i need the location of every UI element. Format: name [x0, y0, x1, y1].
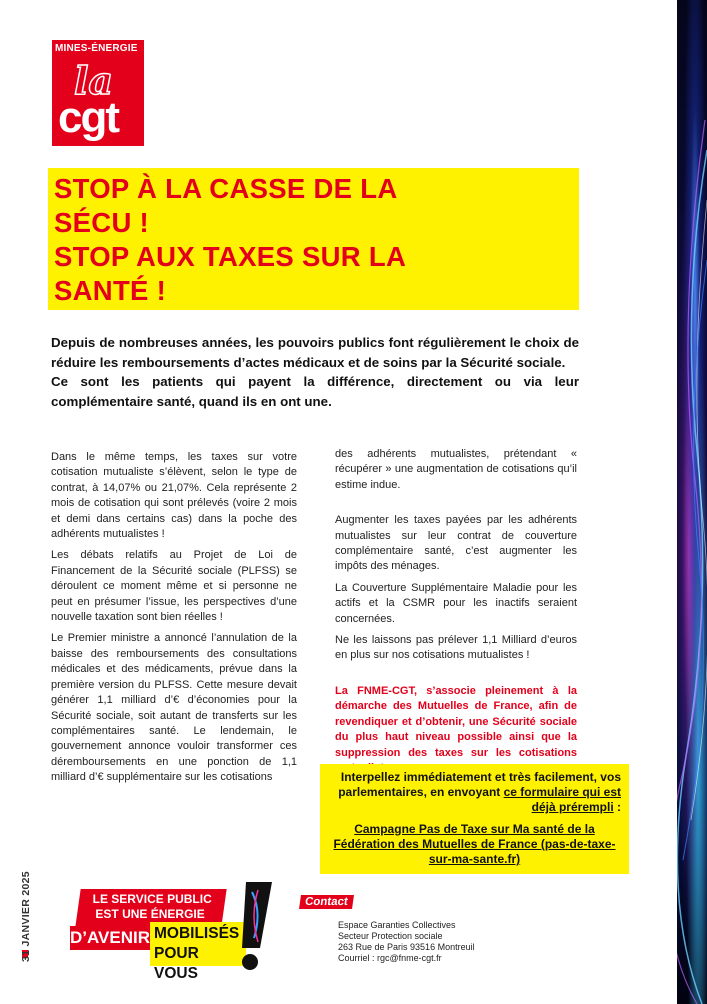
contact-line-1: Espace Garanties Collectives [338, 920, 456, 930]
contact-line-2: Secteur Protection sociale [338, 931, 443, 941]
left-paragraph-3: Le Premier ministre a annoncé l’annulation de la baisse des remboursements des consultations médicales et des médicaments, prévue dans la première version du PLFSS. Cette mesure devait générer 1,1 milliard d’€ d’économies pour la Sécurité sociale, soit autant de transferts sur les complémentaires santé. Le lendemain, le gouvernement annonce vouloir transformer ces déremboursements en une ponction de 1,1 milliard d’€ supplémentaire sur les cotisations [51, 632, 297, 784]
contact-label: Contact [299, 895, 354, 909]
banner-line-4: MOBILISÉS [154, 925, 240, 942]
headline-line-1: STOP À LA CASSE DE LA [54, 173, 398, 204]
right-continuation: des adhérents mutualistes, prétendant « récupérer » une augmentation de cotisations qu’il estime indue. [335, 448, 577, 491]
banner-avenir: D’AVENIR [70, 926, 150, 950]
publication-date: 31 JANVIER 2025 [20, 871, 32, 962]
cgt-logo [52, 40, 144, 146]
banner-line-5: POUR VOUS [154, 945, 199, 982]
headline-box [48, 168, 579, 310]
left-column [51, 450, 297, 792]
fnme-statement: La FNME-CGT, s’associe pleinement à la démarche des Mutuelles de France, afin de revendiquer et d’obtenir, une Sécurité sociale du plus haut niveau possible ainsi que la suppression des taxes sur les cotisations [335, 684, 577, 759]
form-link[interactable]: ce formulaire qui est déjà prérempli [503, 785, 621, 815]
left-paragraph-2: Les débats relatifs au Projet de Loi de Financement de la Sécurité sociale (PLFSS) se déroulent ce moment même et si personne ne peut en présumer l’issue, les perspectives d’une nouvelle taxation sont bien réelles ! [51, 549, 297, 624]
headline-line-3: STOP AUX TAXES SUR LA [54, 241, 407, 272]
right-paragraph-1: Augmenter les taxes payées par les adhérents mutualistes sur leur contrat de couverture complémentaire santé, c’est augmenter les impôts des ménages. [335, 514, 577, 573]
left-paragraph-1: Dans le même temps, les taxes sur votre cotisation mutualiste s’élèvent, selon le type de contrat, à 14,07% ou 21,07%. Cela représente 2 mois de cotisation qui sont prélevés (voire 2 mois et demi dans certains cas) dans la poche des adhérents mutualistes ! [51, 451, 297, 541]
right-column [335, 447, 577, 782]
headline-line-4: SANTÉ ! [54, 275, 167, 306]
action-callout [320, 764, 629, 874]
intro-paragraph-1: Depuis de nombreuses années, les pouvoirs publics font régulièrement le choix de réduire les remboursements d’actes médicaux et de soins par la Sécurité sociale. [51, 335, 579, 370]
logo-cgt: cgt [58, 93, 118, 142]
logo-mines-energie: MINES-ÉNERGIE [55, 43, 138, 54]
callout-text-after: : [613, 800, 621, 815]
decorative-light-strip [677, 0, 707, 1004]
banner-line-2: EST UNE ÉNERGIE [95, 907, 205, 921]
banner-line-1: LE SERVICE PUBLIC [92, 892, 212, 906]
intro-text [51, 333, 579, 411]
callout-text [328, 770, 621, 816]
headline-line-2: SÉCU ! [54, 207, 150, 238]
right-paragraph-2: La Couverture Supplémentaire Maladie pour les actifs et la CSMR pour les inactifs seraient concernées. [335, 581, 577, 625]
intro-paragraph-2: Ce sont les patients qui payent la différence, directement ou via leur complémentaire santé, quand ils en ont une. [51, 374, 579, 409]
contact-line-3: 263 Rue de Paris 93516 Montreuil [338, 942, 475, 952]
campaign-link[interactable]: Campagne Pas de Taxe sur Ma santé de la Fédération des Mutuelles de France (pas-de-taxe-sur-ma-sante.fr) [333, 821, 616, 867]
contact-email[interactable]: Courriel : rgc@fnme-cgt.fr [338, 953, 442, 963]
banner-mobilises [150, 922, 246, 982]
callout-text-before: Interpellez immédiatement et très facilement, vos parlementaires, en envoyant [338, 770, 621, 800]
logo-la: la [74, 58, 114, 103]
exclamation-icon [238, 882, 272, 974]
contact-details [338, 920, 475, 964]
right-paragraph-3: Ne les laissons pas prélever 1,1 Milliard d’euros en plus sur nos cotisations mutualistes ! [335, 634, 577, 662]
